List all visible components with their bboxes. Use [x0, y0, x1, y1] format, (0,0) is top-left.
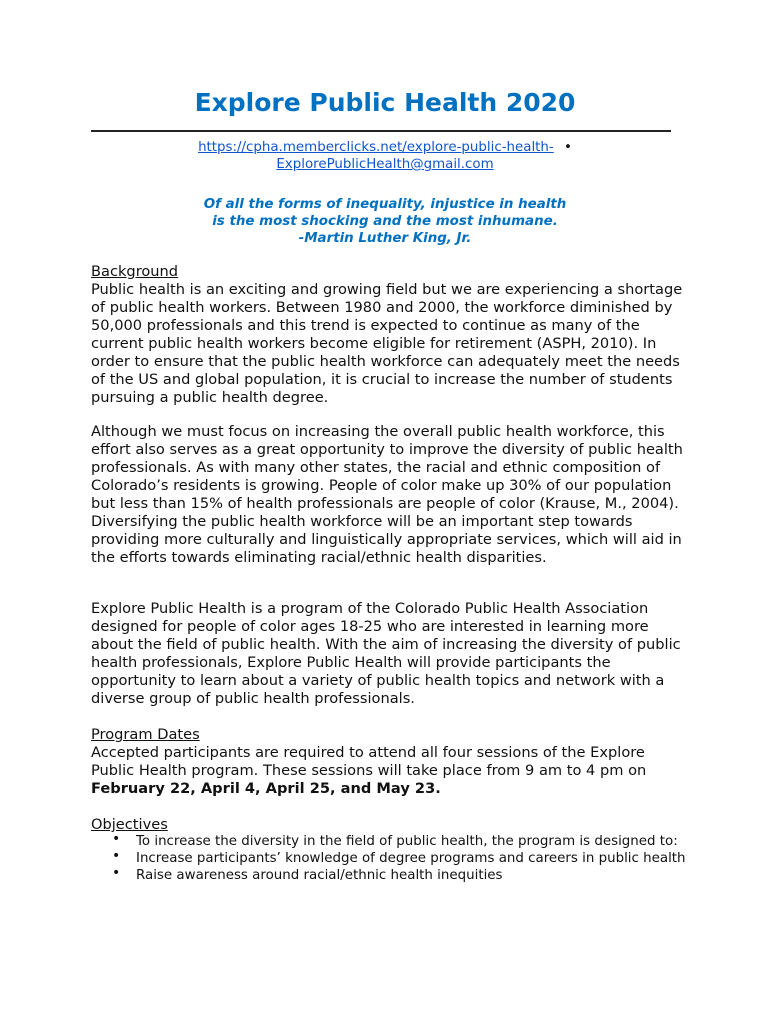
objectives-list [91, 833, 691, 884]
background-paragraph-2: Although we must focus on increasing the overall public health workforce, this effort also serves as a great opportunity to improve the diversity of public health professionals. As with many other states, the racial and ethnic composition of Colorado’s residents is growing. People of color make up 30% of our population but less than 15% of health professionals are people of color (Krause, M., 2004). Diversifying the public health workforce will be an important step towards providing more culturally and linguistically appropriate services, which will aid in the efforts towards eliminating racial/ethnic health disparities. [91, 423, 683, 566]
website-link[interactable]: https://cpha.memberclicks.net/explore-public-health- [198, 140, 554, 155]
program-dates-heading: Program Dates [91, 726, 200, 743]
list-item [91, 833, 691, 850]
quote-attribution: -Martin Luther King, Jr. [298, 231, 472, 246]
bullet-icon: • [112, 848, 121, 864]
list-item [91, 850, 691, 867]
objectives-heading: Objectives [91, 816, 168, 833]
email-link[interactable]: ExplorePublicHealth@gmail.com [276, 157, 494, 172]
program-dates-section [91, 726, 691, 798]
objective-text: Raise awareness around racial/ethnic health inequities [136, 868, 503, 883]
bullet-icon: • [112, 831, 121, 847]
background-heading: Background [91, 263, 179, 280]
objective-text: Increase participants’ knowledge of degree programs and careers in public health [136, 851, 686, 866]
quote-line-2: is the most shocking and the most inhumane. [212, 214, 558, 229]
background-section [91, 263, 691, 407]
link-separator: • [564, 140, 572, 155]
title-divider [91, 130, 671, 132]
background-paragraph-1: Public health is an exciting and growing field but we are experiencing a shortage of public health workers. Between 1980 and 2000, the workforce diminished by 50,000 professionals and this trend is expected to continue as many of the current public health workers become eligible for retirement (ASPH, 2010). In order to ensure that the public health workforce can adequately meet the needs of the US and global population, it is crucial to increase the number of students pursuing a public health degree. [91, 281, 683, 406]
quote [0, 196, 770, 247]
list-item [91, 867, 691, 884]
contact-links [0, 139, 770, 173]
program-dates-list: February 22, April 4, April 25, and May 23. [91, 780, 441, 797]
page-title: Explore Public Health 2020 [194, 88, 576, 117]
background-paragraph-3: Explore Public Health is a program of the Colorado Public Health Association designed for people of color ages 18-25 who are interested in learning more about the field of public health. With the aim of increasing the diversity of public health professionals, Explore Public Health will provide participants the opportunity to learn about a variety of public health topics and network with a diverse group of public health professionals. [91, 600, 681, 707]
objectives-section [91, 816, 691, 834]
program-dates-text: Accepted participants are required to attend all four sessions of the Explore Public Health program. These sessions will take place from 9 am to 4 pm on [91, 744, 647, 779]
objective-text: To increase the diversity in the field of public health, the program is designed to: [136, 834, 678, 849]
bullet-icon: • [112, 865, 121, 881]
quote-line-1: Of all the forms of inequality, injustice in health [203, 197, 567, 212]
